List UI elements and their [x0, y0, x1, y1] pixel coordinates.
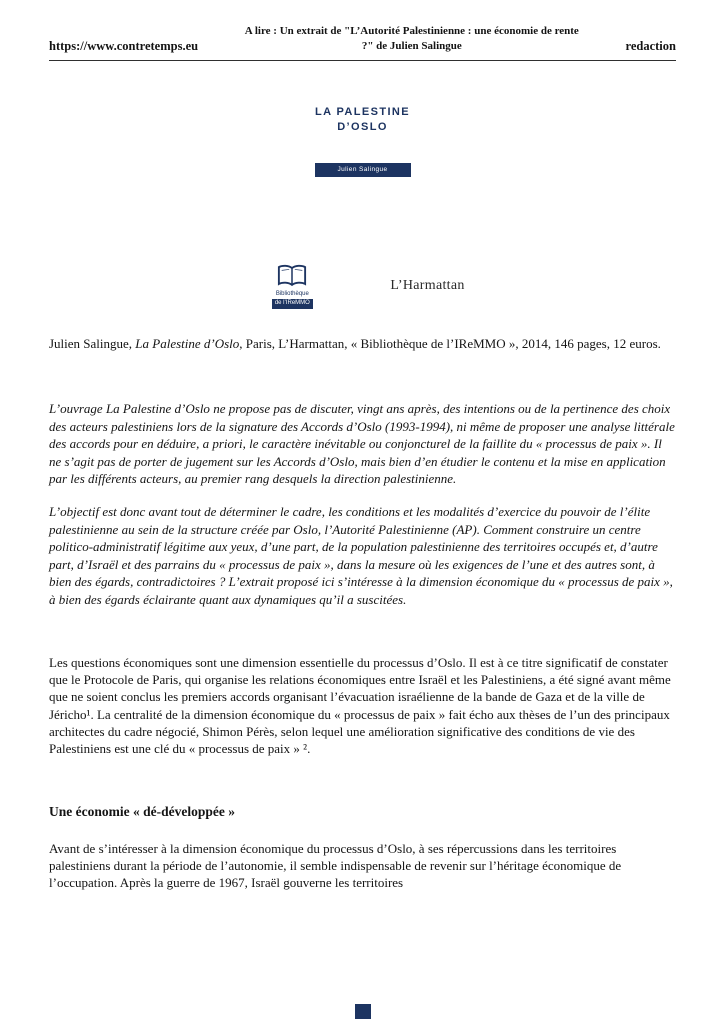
harmattan-logo: L’Harmattan [390, 277, 465, 293]
citation-author: Julien Salingue, [49, 336, 136, 352]
author-label: redaction [625, 38, 676, 53]
intro-p1-book-title: La Palestine d’Oslo [105, 401, 210, 417]
iremmo-logo-text [272, 291, 313, 310]
citation-book-title: La Palestine d’Oslo [135, 336, 240, 352]
publisher-logos-row [49, 263, 676, 310]
intro-paragraph-2: L’objectif est donc avant tout de déterminer le cadre, les conditions et les modalités d’exercice du pouvoir de l’élite palestinienne au sein de la structure créée par Oslo, l’Autorité Palestinienne (AP). Comment construire un centre politico-administratif légitime aux yeux, d’une part, de la population palestinienne des territoires occupés et, d’autre part, d’Israël et des parrains du « processus de paix », dans la mesure où les exigences de l’une et des autres sont, à bien des égards, contradictoires ? L’extrait proposé ici s’intéresse à la dimension économique du « processus de paix », à bien des égards éclairante quant aux dynamiques qu’il a suscitées. [49, 504, 673, 607]
body-paragraph-1: Les questions économiques sont une dimension essentielle du processus d’Oslo. Il est à ce titre significatif de constater que le Protocole de Paris, qui organise les relations économiques entre Israël et les Palestiniens, a été signé avant même que ne soient conclus les premiers accords organisant l’évacuation israélienne de la bande de Gaza et de la ville de Jéricho¹. La centralité de la dimension économique du « processus de paix » fait écho aux thèses de l’un des principaux architectes du cadre négocié, Shimon Pérès, selon lequel une amélioration significative des conditions de vie des Palestiniens est une clé du « processus de paix » ². [49, 654, 671, 757]
book-cover-image [315, 105, 411, 177]
body-paragraph-2: Avant de s’intéresser à la dimension économique du processus d’Oslo, à ses répercussions dans les territoires palestiniens durant la période de l’autonomie, il semble indispensable de revenir sur l’héritage économique de l’occupation. Après la guerre de 1967, Israël gouverne les territoires [49, 840, 622, 891]
book-cover-author-band: Julien Salingue [315, 163, 411, 177]
citation-details: , Paris, L’Harmattan, « Bibliothèque de l’IReMMO », 2014, 146 pages, 12 euros. [239, 336, 661, 352]
iremmo-logo-text-line2: de l’IReMMO [272, 299, 313, 309]
iremmo-logo [260, 263, 324, 310]
section-heading: Une économie « dé-développée » [49, 803, 235, 819]
book-cover-title [315, 105, 410, 135]
book-cover-title-line1: LA PALESTINE [314, 105, 411, 118]
article-title: A lire : Un extrait de "L’Autorité Palestinienne : une économie de rente ?" de Julien Salingue [244, 25, 579, 52]
iremmo-logo-text-line1: Bibliothèque [275, 290, 309, 297]
book-cover-title-line2: D’OSLO [337, 120, 388, 133]
page-bottom-image-fragment [355, 1004, 371, 1019]
intro-paragraph-1 [49, 400, 676, 487]
intro-p1-prefix: L’ouvrage [49, 401, 106, 417]
source-url-link[interactable]: https://www.contretemps.eu [49, 38, 199, 53]
page-header [49, 24, 676, 61]
book-citation [49, 335, 676, 352]
open-book-icon [277, 263, 307, 289]
intro-p1-body: ne propose pas de discuter, vingt ans après, des intentions ou de la pertinence des choix des acteurs palestiniens lors de la signature des Accords d’Oslo (1993-1994), ni même de proposer une analyse littérale des accords pour en déduire, a priori, le caractère inévitable ou conjoncturel de la faillite du « processus de paix ». Il ne s’agit pas de porter de jugement sur les Accords d’Oslo, mais bien d’en étudier le contenu et la mise en application par les différents acteurs, au premier rang desquels la direction palestinienne. [49, 401, 675, 487]
